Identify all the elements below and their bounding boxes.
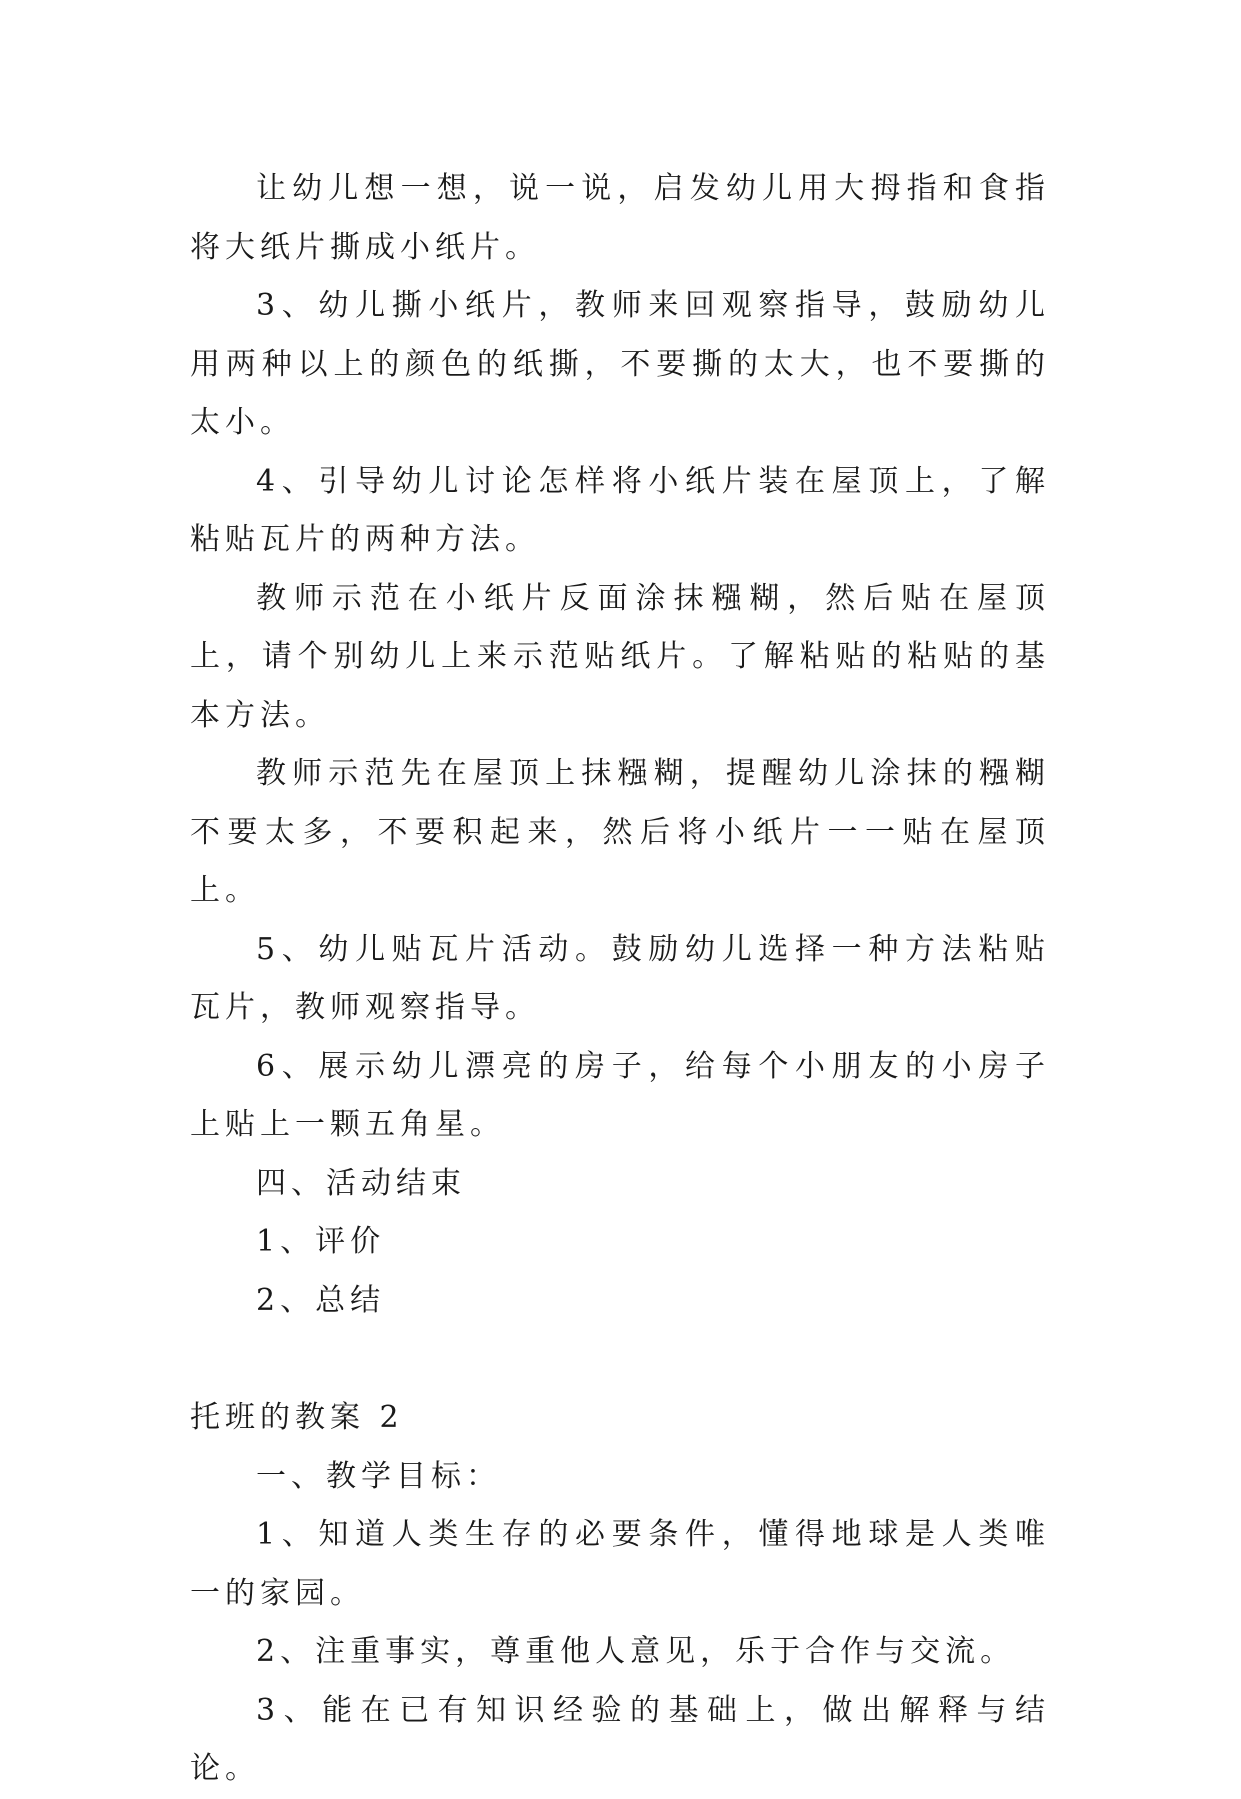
paragraph: 3、能在已有知识经验的基础上，做出解释与结论。	[190, 1692, 1050, 1786]
section-heading: 一、教学目标：	[256, 1458, 501, 1494]
spacer	[190, 1330, 1050, 1389]
list-item: 2、总结	[256, 1282, 386, 1318]
paragraph: 5、幼儿贴瓦片活动。鼓励幼儿选择一种方法粘贴瓦片，教师观察指导。	[190, 931, 1050, 1025]
paragraph: 3、幼儿撕小纸片，教师来回观察指导，鼓励幼儿用两种以上的颜色的纸撕，不要撕的太大，也不要撕的太小。	[190, 288, 1050, 440]
paragraph: 6、展示幼儿漂亮的房子，给每个小朋友的小房子上贴上一颗五角星。	[190, 1048, 1050, 1142]
list-item: 1、评价	[256, 1224, 386, 1259]
paragraph: 4、引导幼儿讨论怎样将小纸片装在屋顶上，了解粘贴瓦片的两种方法。	[190, 463, 1050, 557]
section-heading: 四、活动结束	[256, 1165, 466, 1201]
paragraph: 1、知道人类生存的必要条件，懂得地球是人类唯一的家园。	[190, 1517, 1050, 1611]
paragraph: 2、注重事实，尊重他人意见，乐于合作与交流。	[256, 1634, 1016, 1669]
paragraph: 教师示范在小纸片反面涂抹糨糊，然后贴在屋顶上，请个别幼儿上来示范贴纸片。了解粘贴的粘贴的基本方法。	[190, 580, 1050, 733]
paragraph: 让幼儿想一想，说一说，启发幼儿用大拇指和食指将大纸片撕成小纸片。	[190, 171, 1050, 265]
lesson-title: 托班的教案 2	[190, 1400, 404, 1435]
document-body	[190, 160, 1050, 1799]
paragraph: 教师示范先在屋顶上抹糨糊，提醒幼儿涂抹的糨糊不要太多，不要积起来，然后将小纸片一一贴在屋顶上。	[190, 756, 1050, 908]
